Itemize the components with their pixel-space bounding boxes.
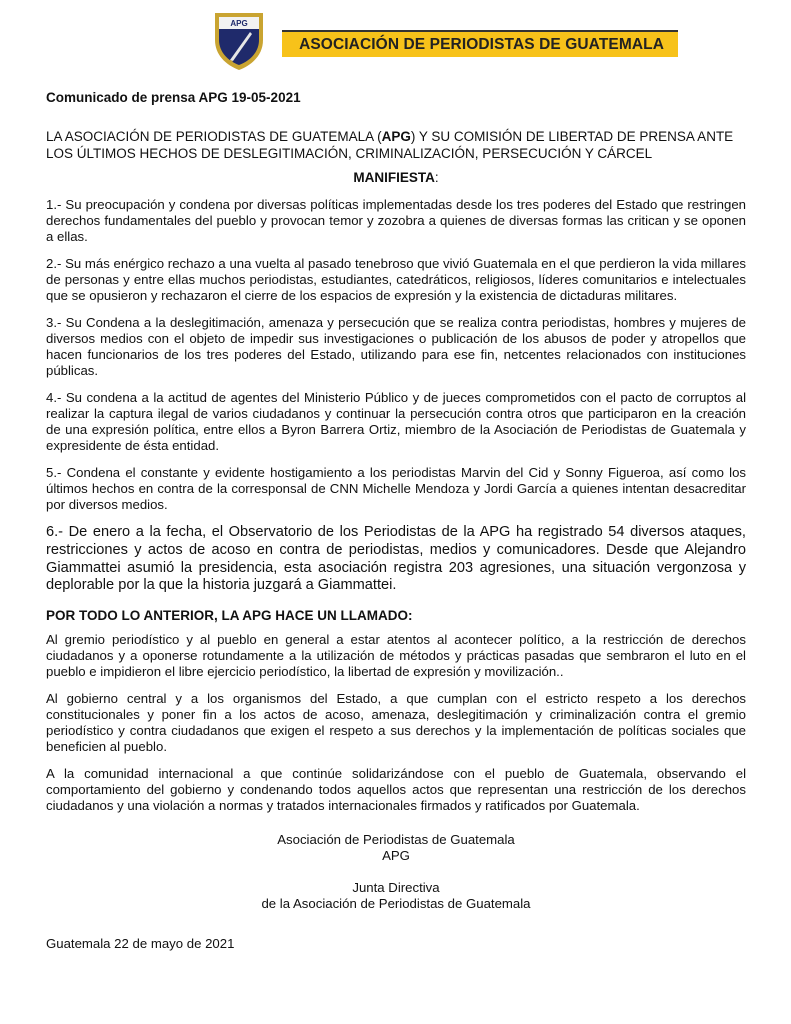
signature-org-name: Asociación de Periodistas de Guatemala [277,832,515,848]
point-6: 6.- De enero a la fecha, el Observatorio de los Periodistas de la APG ha registrado 54 diversos ataques, restricciones y actos de acoso en contra de periodistas, medios y comunicadores. Desde que Alejandro Giammattei asumió la presidencia, esta asociación registra 203 agresiones, una situación vergonzosa y deplorable por la que la historia juzgará a Giammattei. [46,524,746,594]
signature-board-name: Junta Directiva [352,880,440,896]
intro-after: ) Y SU COMISIÓN DE LIBERTAD DE PRENSA ANTE LOS ÚLTIMOS HECHOS DE DESLEGITIMACIÓN, CRIMINALIZACIÓN, PERSECUCIÓN Y CÁRCEL [46,129,734,161]
press-release [46,90,746,951]
point-2: 2.- Su más enérgico rechazo a una vuelta al pasado tenebroso que vivió Guatemala en el que perdieron la vida millares de personas y entre ellas muchos periodistas, estudiantes, catedráticos, religiosos, líderes comunitarios e intelectuales que se opusieron y rechazaron el cierre de los espacios de expresión y la existencia de dictaduras militares. [46,256,746,303]
point-1: 1.- Su preocupación y condena por diversas políticas implementadas desde los tres poderes del Estado que restringen derechos fundamentales del pueblo y provocan temor y zozobra a quienes de diversas formas las critican y se oponen a ellas. [46,197,746,244]
press-release-subject: Comunicado de prensa APG 19-05-2021 [46,90,301,105]
point-5: 5.- Condena el constante y evidente hostigamiento a los periodistas Marvin del Cid y Sonny Figueroa, así como los últimos hechos en contra de la corresponsal de CNN Michelle Mendoza y Jordi García a quienes intentan desacreditar por diversos medios. [46,465,746,512]
signature-org [46,832,746,864]
intro-apg: APG [381,129,411,144]
point-4: 4.- Su condena a la actitud de agentes del Ministerio Público y de jueces comprometidos con el pacto de corruptos al realizar la captura ilegal de varios ciudadanos y continuar la persecución contra otros que participaron en la creación de una expresión política, entre ellos a Byron Barrera Ortiz, miembro de la Asociación de Periodistas de Guatemala y expresidente de ésta entidad. [46,390,746,453]
signature-org-abbr: APG [382,848,410,864]
point-3: 3.- Su Condena a la deslegitimación, amenaza y persecución que se realiza contra periodistas, hombres y mujeres de diversos medios con el objeto de impedir sus investigaciones o publicación de los abusos de poder y atropellos que hacen funcionarios de los tres poderes del Estado, utilizando para ese fin, netcentes relacionados con instituciones públicas. [46,315,746,378]
document-date: Guatemala 22 de mayo de 2021 [46,936,235,952]
call-3: A la comunidad internacional a que continúe solidarizándose con el pueblo de Guatemala, observando el comportamiento del gobierno y condenando todos aquellos actos que representan una restricción de los derechos ciudadanos y una violación a normas y tratados internacionales firmados y ratificados por Guatemala. [46,766,746,814]
manifiesta-heading [46,170,746,185]
heading-text: MANIFIESTA [353,170,435,185]
call-1: Al gremio periodístico y al pueblo en general a estar atentos al acontecer político, a la restricción de derechos ciudadanos y a oponerse rotundamente a la utilización de métodos y prácticas pasadas que sembraron el luto en el pueblo e impidieron el libre ejercicio periodístico, la libertad de expresión y movilización.. [46,632,746,680]
signature-board [46,880,746,912]
signature-board-of: de la Asociación de Periodistas de Guatemala [261,896,531,912]
intro-paragraph [46,128,746,162]
heading-colon: : [434,170,439,185]
apg-shield-logo [212,10,266,72]
intro-before: LA ASOCIACIÓN DE PERIODISTAS DE GUATEMALA ( [46,129,382,144]
header-banner [282,30,678,57]
call-heading: POR TODO LO ANTERIOR, LA APG HACE UN LLAMADO: [46,608,413,624]
banner-title: ASOCIACIÓN DE PERIODISTAS DE GUATEMALA [299,36,664,53]
logo-text: APG [230,19,248,28]
call-2: Al gobierno central y a los organismos del Estado, a que cumplan con el estricto respeto a los derechos constitucionales y poner fin a los actos de acoso, amenaza, deslegitimación y criminalización contra el gremio periodístico y contra ciudadanos que exigen el respeto a sus derechos y la implementación de políticas sociales que beneficien al pueblo. [46,691,746,755]
